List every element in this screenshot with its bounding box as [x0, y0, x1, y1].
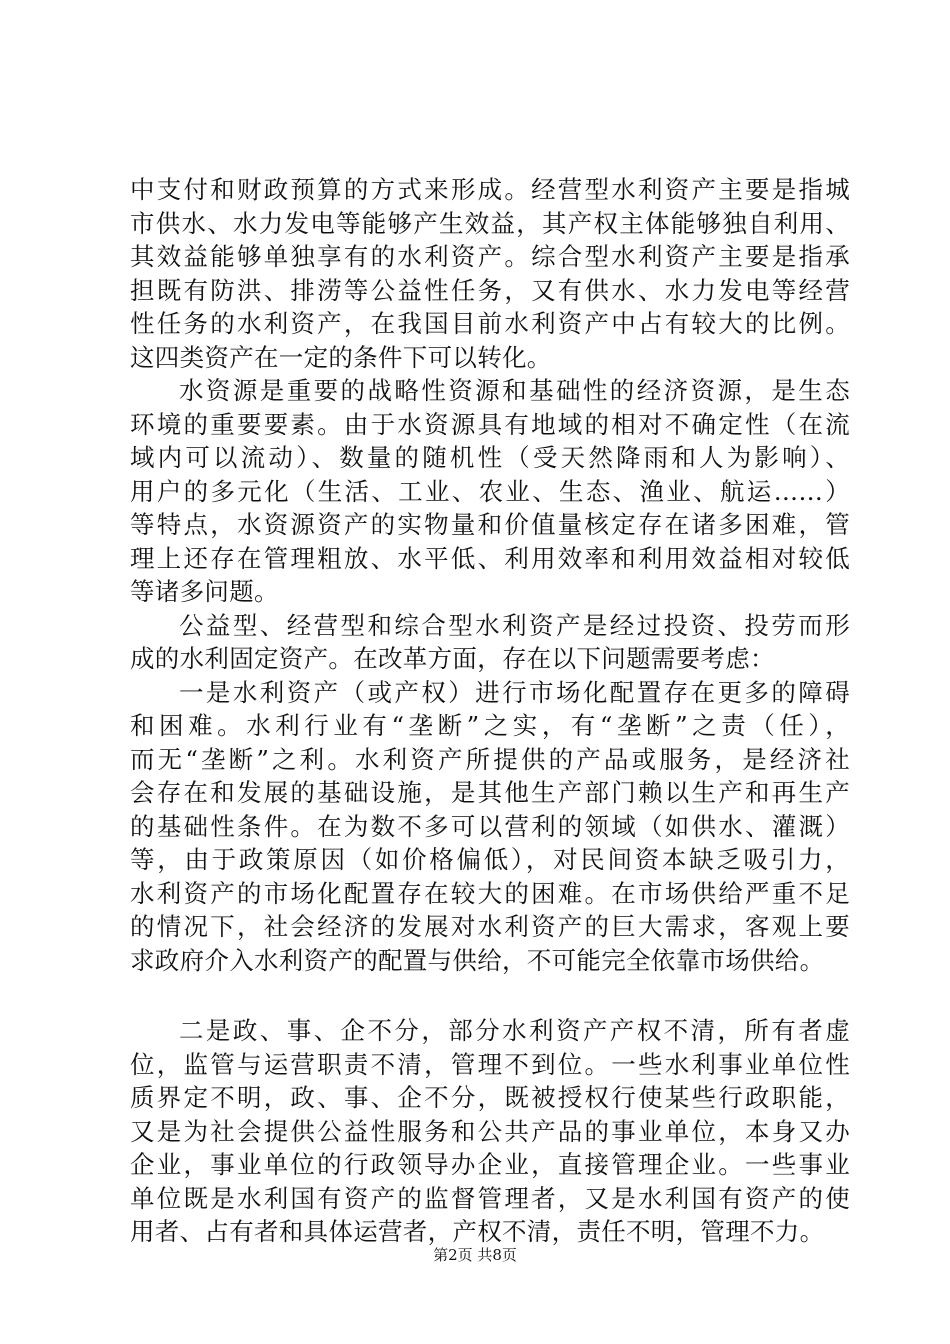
- text-line: 而无“垄断”之利。水利资产所提供的产品或服务，是经济社: [130, 744, 850, 774]
- text-line: 等，由于政策原因（如价格偏低），对民间资本缺乏吸引力，: [130, 845, 850, 874]
- text-line: 用者、占有者和具体运营者，产权不清，责任不明，管理不力。: [130, 1217, 825, 1246]
- paragraph: [130, 609, 850, 676]
- paragraph: [130, 173, 850, 374]
- text-line: 求政府介入水利资产的配置与供给，不可能完全依靠市场供给。: [130, 945, 825, 975]
- text-line: 市供水、水力发电等能够产生效益，其产权主体能够独自利用、: [130, 208, 850, 238]
- text-line: 位，监管与运营职责不清，管理不到位。一些水利事业单位性: [130, 1049, 850, 1079]
- text-line: 中支付和财政预算的方式来形成。经营型水利资产主要是指城: [130, 175, 850, 204]
- text-line: 成的水利固定资产。在改革方面，存在以下问题需要考虑：: [130, 644, 775, 673]
- text-line: 水利资产的市场化配置存在较大的困难。在市场供给严重不足: [130, 878, 850, 908]
- text-line: 域内可以流动）、数量的随机性（受天然降雨和人为影响）、: [130, 443, 850, 472]
- body-text: [130, 173, 850, 1249]
- paragraph: [130, 1014, 850, 1249]
- text-line: 会存在和发展的基础设施，是其他生产部门赖以生产和再生产: [130, 778, 850, 807]
- text-line: 质界定不明，政、事、企不分，既被授权行使某些行政职能，: [130, 1083, 850, 1112]
- text-line: 环境的重要要素。由于水资源具有地域的相对不确定性（在流: [130, 409, 850, 439]
- text-line: 这四类资产在一定的条件下可以转化。: [130, 342, 552, 372]
- paragraph: [130, 374, 850, 609]
- text-line: 其效益能够单独享有的水利资产。综合型水利资产主要是指承: [130, 242, 850, 271]
- text-line: 等诸多问题。: [130, 577, 279, 606]
- text-line: 的情况下，社会经济的发展对水利资产的巨大需求，客观上要: [130, 912, 850, 941]
- text-line: 的基础性条件。在为数不多可以营利的领域（如供水、灌溉）: [130, 811, 850, 841]
- text-line: 一是水利资产（或产权）进行市场化配置存在更多的障碍: [179, 677, 850, 707]
- text-line: 理上还存在管理粗放、水平低、利用效率和利用效益相对较低: [130, 543, 850, 573]
- text-line: 性任务的水利资产，在我国目前水利资产中占有较大的比例。: [130, 309, 850, 338]
- paragraph: [130, 676, 850, 978]
- text-line: 担既有防洪、排涝等公益性任务，又有供水、水力发电等经营: [130, 275, 850, 305]
- text-line: 公益型、经营型和综合型水利资产是经过投资、投劳而形: [179, 610, 850, 640]
- text-line: 单位既是水利国有资产的监督管理者，又是水利国有资产的使: [130, 1183, 850, 1213]
- paragraph-gap: [130, 977, 850, 1014]
- text-line: 和困难。水利行业有“垄断”之实，有“垄断”之责（任），: [130, 711, 850, 740]
- text-line: 二是政、事、企不分，部分水利资产产权不清，所有者虚: [179, 1016, 850, 1045]
- text-line: 企业，事业单位的行政领导办企业，直接管理企业。一些事业: [130, 1150, 850, 1179]
- text-line: 水资源是重要的战略性资源和基础性的经济资源，是生态: [179, 376, 850, 405]
- page-footer: 第2页 共8页: [433, 1246, 517, 1264]
- text-line: 等特点，水资源资产的实物量和价值量核定存在诸多困难，管: [130, 510, 850, 539]
- text-line: 又是为社会提供公益性服务和公共产品的事业单位，本身又办: [130, 1116, 850, 1146]
- text-line: 用户的多元化（生活、工业、农业、生态、渔业、航运……）: [130, 476, 850, 506]
